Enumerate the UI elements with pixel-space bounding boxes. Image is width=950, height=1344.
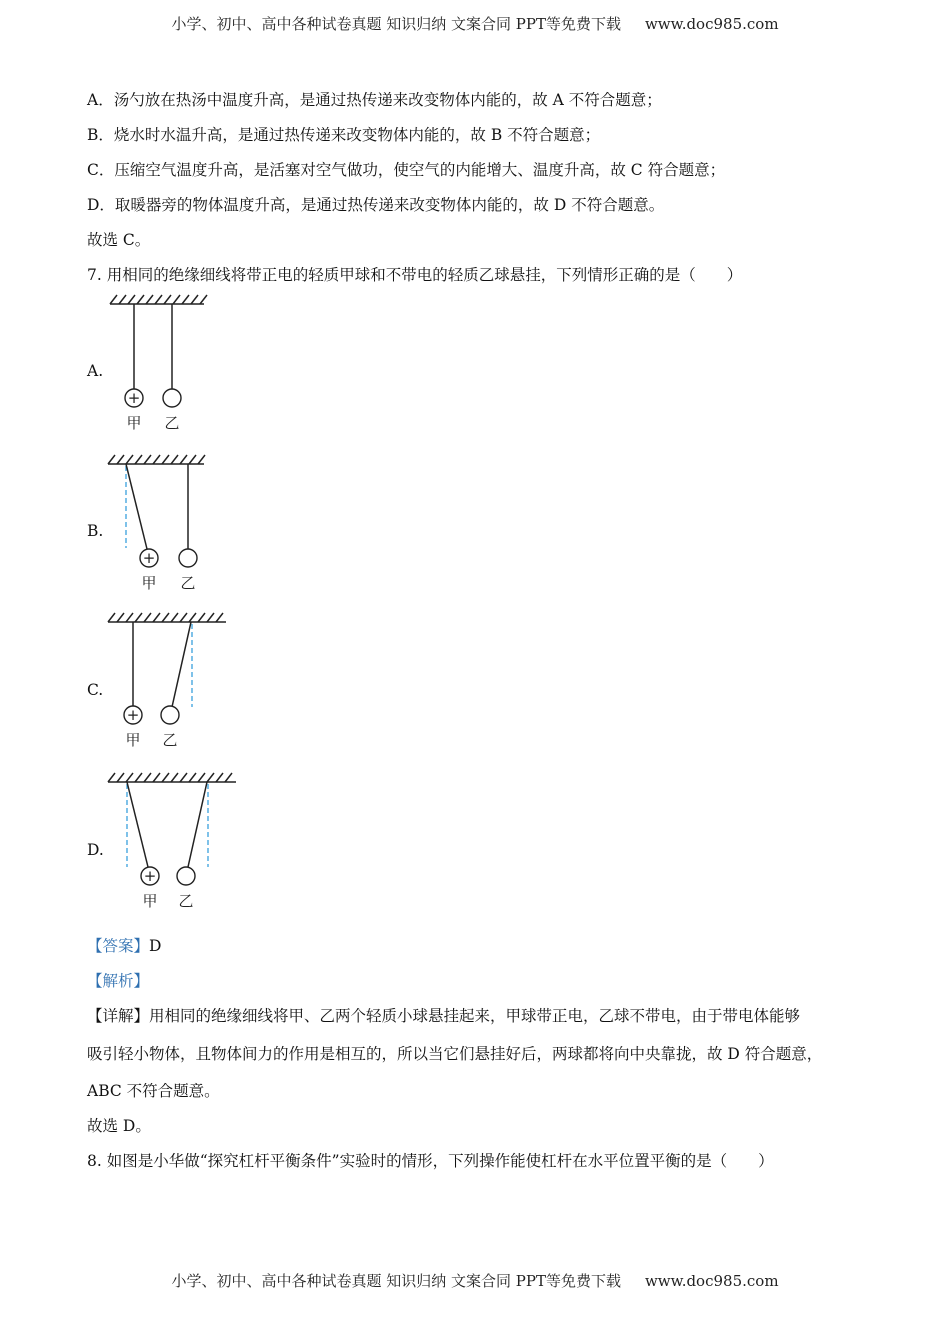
answer-tag: 【答案】: [87, 937, 150, 955]
label-yi: 乙: [178, 892, 194, 910]
q7-option-d-label: D.: [87, 841, 104, 859]
q6-option-d-explanation: D．取暖器旁的物体温度升高，是通过热传递来改变物体内能的，故 D 不符合题意。: [87, 196, 665, 214]
q7-option-c-label: C.: [87, 681, 104, 699]
q7-option-b-label: B.: [87, 522, 104, 540]
q7-detail-line-3: ABC 不符合题意。: [87, 1082, 220, 1100]
plus-sign: +: [142, 549, 156, 567]
detail-text-1: 用相同的绝缘细线将甲、乙两个轻质小球悬挂起来，甲球带正电，乙球不带电，由于带电体能够: [149, 1007, 801, 1025]
page-footer: [0, 1270, 950, 1291]
q7-option-a-label: A.: [87, 362, 104, 380]
thread-yi: [188, 782, 207, 867]
page-header: [0, 13, 950, 34]
thread-yi: [172, 622, 191, 707]
q7-detail-line-1: [87, 1005, 800, 1027]
answer-value: D: [149, 937, 162, 955]
footer-url[interactable]: www.doc985.com: [644, 1272, 779, 1290]
label-jia: 甲: [125, 731, 141, 749]
ball-yi: [163, 389, 181, 407]
ball-yi: [179, 549, 197, 567]
q7-answer: [87, 935, 161, 957]
header-url[interactable]: www.doc985.com: [644, 15, 779, 33]
label-jia: 甲: [142, 892, 158, 910]
q7-figure-c: [100, 610, 240, 755]
ceiling-hatch: [108, 773, 236, 782]
ball-yi: [177, 867, 195, 885]
ceiling-hatch: [108, 455, 205, 464]
ball-yi: [161, 706, 179, 724]
label-yi: 乙: [162, 731, 178, 749]
q8-stem: 8. 如图是小华做“探究杠杆平衡条件”实验时的情形，下列操作能使杠杆在水平位置平衡的是（ ）: [87, 1152, 774, 1170]
detail-tag: 【详解】: [87, 1007, 150, 1025]
footer-title: 小学、初中、高中各种试卷真题 知识归纳 文案合同 PPT等免费下载: [171, 1272, 621, 1290]
q7-stem: 7. 用相同的绝缘细线将带正电的轻质甲球和不带电的轻质乙球悬挂，下列情形正确的是（ ）: [87, 266, 743, 284]
header-title: 小学、初中、高中各种试卷真题 知识归纳 文案合同 PPT等免费下载: [171, 15, 621, 33]
label-jia: 甲: [141, 574, 157, 592]
q6-option-c-explanation: C．压缩空气温度升高，是活塞对空气做功，使空气的内能增大、温度升高，故 C 符合题意；: [87, 161, 726, 179]
q7-conclusion: 故选 D。: [87, 1117, 151, 1135]
analysis-tag: 【解析】: [87, 972, 150, 990]
plus-sign: +: [127, 389, 141, 407]
q6-option-b-explanation: B．烧水时水温升高，是通过热传递来改变物体内能的，故 B 不符合题意；: [87, 126, 601, 144]
q7-detail-line-2: 吸引轻小物体，且物体间力的作用是相互的，所以当它们悬挂好后，两球都将向中央靠拢，故 D 符合题意，: [87, 1045, 823, 1063]
thread-jia: [127, 782, 148, 867]
label-jia: 甲: [126, 414, 142, 432]
q6-option-a-explanation: A．汤勺放在热汤中温度升高，是通过热传递来改变物体内能的，故 A 不符合题意；: [87, 91, 662, 109]
ceiling-hatch: [108, 613, 226, 622]
plus-sign: +: [143, 867, 157, 885]
label-yi: 乙: [180, 574, 196, 592]
q7-figure-a: [100, 292, 220, 437]
q6-conclusion: 故选 C。: [87, 231, 151, 249]
q7-figure-b: [100, 452, 220, 597]
plus-sign: +: [126, 706, 140, 724]
thread-jia: [126, 464, 147, 549]
q7-figure-d: [100, 770, 250, 915]
ceiling-hatch: [110, 295, 207, 304]
label-yi: 乙: [164, 414, 180, 432]
